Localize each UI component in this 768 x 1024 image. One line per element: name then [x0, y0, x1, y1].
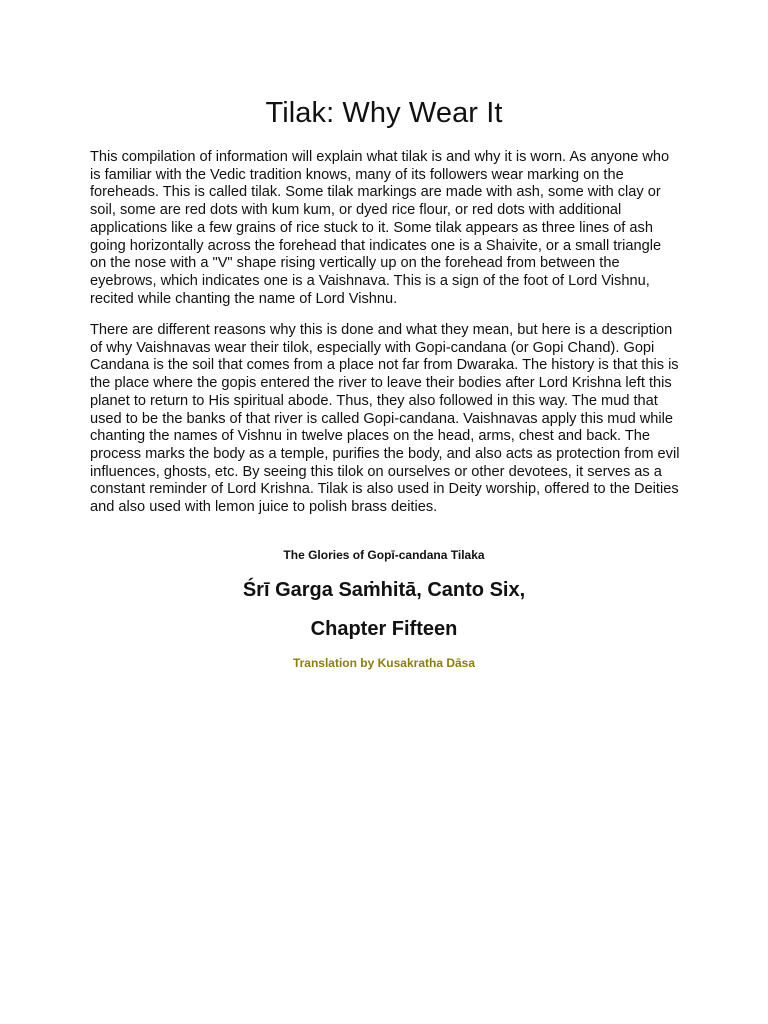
intro-paragraph: This compilation of information will explain what tilak is and why it is worn. As anyone who is familiar with the Vedic tradition knows, many of its followers wear marking on the foreheads. This is called tilak. Some tilak markings are made with ash, some with clay or soil, some are red dots with kum kum, or dyed rice flour, or red dots with additional applications like a few grains of rice stuck to it. Some tilak appears as three lines of ash going horizontally across the forehead that indicates one is a Shaivite, or a small triangle on the nose with a "V" shape rising vertically up on the forehead from between the eyebrows, which indicates one is a Vaishnava. This is a sign of the foot of Lord Vishnu, recited while chanting the name of Lord Vishnu. [90, 149, 670, 307]
document-title: Tilak: Why Wear It [265, 97, 503, 129]
translation-credit: Translation by Kusakratha Dāsa [292, 656, 476, 670]
gopi-candana-paragraph: There are different reasons why this is done and what they mean, but here is a description of why Vaishnavas wear their tilok, especially with Gopi-candana (or Gopi Chand). Gopi Candana is the soil that comes from a place not far from Dwaraka. The history is that this is the place where the gopis entered the river to leave their bodies after Lord Krishna left this planet to return to His spiritual abode. Thus, they also followed in this way. The mud that used to be the banks of that river is called Gopi-candana. Vaishnavas apply this mud while chanting the names of Vishnu in twelve places on the head, arms, chest and back. The process marks the body as a temple, purifies the body, and also acts as protection from evil influences, ghosts, etc. By seeing this tilok on ourselves or other devotees, it serves as a constant reminder of Lord Krishna. Tilak is also used in Deity worship, offered to the Deities and also used with lemon juice to polish brass deities. [90, 322, 680, 516]
source-heading-line-2: Chapter Fifteen [310, 618, 458, 640]
section-subheading: The Glories of Gopī-candana Tilaka [283, 548, 485, 562]
source-heading-line-1: Śrī Garga Saṁhitā, Canto Six, [242, 579, 526, 601]
